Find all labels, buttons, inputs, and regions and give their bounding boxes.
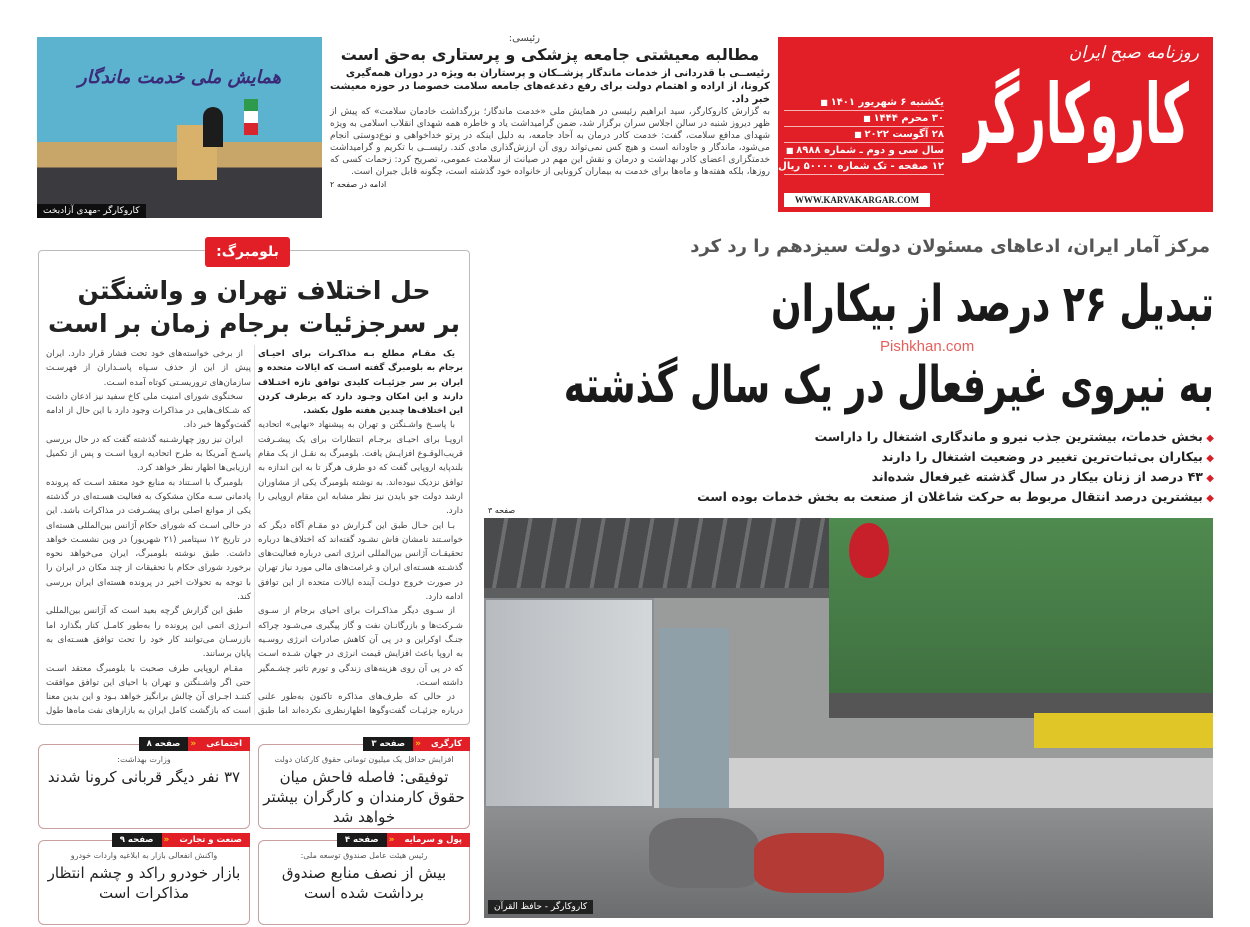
section-name: صنعت و تجارت (171, 833, 250, 847)
page-number: صفحه ۸ (139, 737, 189, 751)
fire-extinguisher (849, 523, 889, 578)
article-body: به گزارش کاروکارگر، سید ابراهیم رئیسی در همایش ملی «خدمت ماندگار؛ بزرگداشت خادمان سلامت» که پیش از ظهر دیروز شنبه در سالن اجلاس سران برگزار شد، ضمن گرامیداشت یاد و خاطره همه شهدای انقلاب اسلامی به ویژه شهدای مدافع سلامت، گفت: خدمت کادر درمان به آحاد جامعه، به دلیل اینکه در پرتو خداخواهی و نوع‌دوستی انجام می‌شود، ماندگار و جاودانه است و هیچ کس نمی‌تواند روی آن ارزش‌گذاری مادی کند. رئیســی با تکریم و گرامیداشت خدمتگزاری اعضای کادر بهداشت و درمان و نقش این مهم در صیانت از سلامت عمومی، تصریح کرد: زحمات کسی که روزها، بلکه هفته‌ها و ماه‌ها برای خدمت به بیماران کرونایی از خانواده خود گذشته است، چگونه قابل جبران است. (330, 107, 770, 177)
bullet-item: ◆ بیکاران بی‌ثبات‌ترین تغییر در وضعیت اشتغال را دارند (494, 448, 1214, 468)
section-name: کارگری (423, 737, 470, 751)
photo-caption: کاروکارگر - حافظ القرآن (488, 900, 593, 914)
bloomberg-title[interactable] (40, 274, 468, 340)
masthead-subtitle: روزنامه صبح ایران (1068, 43, 1199, 63)
main-kicker: مرکز آمار ایران، ادعاهای مسئولان دولت سیزدهم را رد کرد (690, 236, 1210, 257)
paragraph: در حالی که طرف‌های مذاکره تاکنون به‌طور علنی درباره جزئیـات گفت‌وگوها اظهارنظری نکرده‌اند اما طبق (258, 692, 463, 717)
main-bullets (494, 428, 1214, 508)
brief-subtitle: افزایش حداقل یک میلیون تومانی حقوق کارکنان دولت (274, 755, 454, 764)
website-link[interactable]: WWW.KARVAKARGAR.COM (784, 193, 930, 207)
article-column-right (258, 347, 463, 717)
paragraph: مقـام اروپایی طرف صحبت با بلومبرگ معتقد اسـت حتی اگر واشـنگتن و تهران با احیای این توافق موافقت کننـد اجـرای آن چالش برانگیز خواهد بـود و این بدین معنا است که بازگشت کامل ایران به بازارهای نفت ماه‌ها طول (46, 663, 251, 717)
yellow-guard (1034, 713, 1213, 748)
brief-box-labor[interactable] (258, 739, 470, 829)
page-reference[interactable]: صفحه ۳ (488, 506, 516, 515)
issue-date-persian: یکشنبه ۶ شهریور ۱۴۰۱ ■ (784, 95, 944, 111)
bullet-item: ◆ بیشترین درصد انتقال مربوط به حرکت شاغلان از صنعت به بخش خدمات بوده است (494, 488, 1214, 508)
bullet-item: ◆ بخش خدمات، بیشترین جذب نیرو و ماندگاری اشتغال را داراست (494, 428, 1214, 448)
issue-date-gregorian: ۲۸ آگوست ۲۰۲۲ ■ (784, 127, 944, 143)
paragraph: سخنگوی شورای امنیت ملی کاخ سفید نیز اذعان داشت که شـکاف‌هایی در مذاکرات وجود دارد با این حال از ادامه گفت‌وگوها خبر داد. (46, 391, 251, 431)
grey-glove (649, 818, 759, 888)
main-headline-line1[interactable]: تبدیل ۲۶ درصد از بیکاران (770, 276, 1214, 334)
page-number: صفحه ۴ (337, 833, 387, 847)
column-divider (254, 345, 255, 715)
chevron-icon: « (388, 835, 395, 845)
article-column-left (46, 347, 251, 717)
brief-box-social[interactable] (38, 739, 250, 829)
metal-panel (659, 628, 729, 808)
metal-panel (484, 598, 654, 808)
brief-subtitle: وزارت بهداشت: (117, 755, 171, 764)
section-tag (112, 833, 250, 847)
conference-photo (37, 37, 322, 218)
brief-title: بازار خودرو راکد و چشم انتظار مذاکرات است (47, 864, 241, 902)
page-number: صفحه ۳ (363, 737, 413, 751)
title-line: بر سرجزئیات برجام زمان بر است (47, 309, 461, 338)
red-glove (754, 833, 884, 893)
chevron-icon: « (163, 835, 170, 845)
section-tag (139, 737, 250, 751)
newspaper-logo: کاروکارگر (964, 65, 1189, 163)
watermark: Pishkhan.com (880, 338, 975, 355)
paragraph: ایران نیز روز چهارشـنبه گذشته گفت که در حال بررسی پاسـخ آمریکا به طرح اتحادیه اروپا اسـت و پس از تکمیل ارزیابی‌ها اظهار نظر خواهد کرد. (46, 434, 251, 474)
factory-photo (484, 518, 1213, 918)
brief-title: ۳۷ نفر دیگر قربانی کرونا شدند (47, 768, 241, 786)
photo-banner-text: همایش ملی خدمت ماندگار (78, 67, 281, 88)
raisi-article (330, 33, 770, 229)
paragraph: با پاسـخ واشـنگتن و تهران به پیشنهاد «نهایی» اتحادیه اروپـا برای احیـای برجـام انتظارات برای یک پیشـرفت قریب‌الوقـوع افزایـش یافت. بلومبرگ به نقـل از یک مقام بلندپایه اروپایی گفت که دو طرف هرگز تا به این اندازه به توافق نزدیک نبوده‌اند. به نوشته بلومبرگ یکی از مشاوران ارشد دولت جو بایدن نیز نظر مشابه این مقام اروپایی را دارد. (258, 420, 463, 517)
page-number: صفحه ۹ (112, 833, 162, 847)
paragraph: طبق این گزارش گرچه بعید است که آژانس بین‌المللی انـرژی اتمی این پرونده را به‌طور کامـل کنار بگذارد اما بازرسـان می‌توانند کار خود را تحت توافق هسـته‌ای به پایان برسانند. (46, 606, 251, 660)
section-tag (337, 833, 470, 847)
speaker-figure (203, 107, 223, 147)
brief-title: بیش از نصف منابع صندوق برداشت شده است (281, 864, 447, 902)
issue-price: ۱۲ صفحه - تک شماره ۵۰۰۰۰ ریال ■ (784, 159, 944, 175)
section-tag (363, 737, 470, 751)
issue-number: سال سی و دوم ـ شماره ۸۹۸۸ ■ (784, 143, 944, 159)
brief-subtitle: رئیس هیئت عامل صندوق توسعه ملی: (300, 851, 428, 860)
photo-caption: کاروکارگر -مهدی آزادبخت (37, 204, 146, 218)
brief-box-finance[interactable] (258, 835, 470, 925)
title-line: حل اختلاف تهران و واشنگتن (77, 276, 431, 305)
paragraph: بلومبرگ با اسـتناد به منابع خود معتقد اسـت که پرونده پادمانی سـه مکان مشکوک به فعالیت هسـته‌ای در گذشته یکی از موانع اصلی برای پیشـرفت در مذاکرات باشد. این در حالی اسـت که شورای حکام آژانس بین‌المللی هسته‌ای در تاریخ ۱۲ سپتامبر (۲۱ شهریور) در وین نشسـت خواهد داشت. طبق نوشته بلومبرگ، ایران می‌خواهد نحوه برخورد شورای حکام با تحقیقات از چند مکان در ایران را با توجه به تحولات اخیر در پرونده هسته‌ای ایران بررسی کند. (46, 477, 251, 603)
bullet-item: ◆ ۴۳ درصد از زنان بیکار در سال گذشته غیرفعال شده‌اند (494, 468, 1214, 488)
main-headline-line2[interactable]: به نیروی غیرفعال در یک سال گذشته (563, 357, 1214, 415)
section-name: اجتماعی (198, 737, 250, 751)
chevron-icon: « (415, 739, 421, 749)
flag-icon (244, 99, 258, 135)
paragraph: از برخی خواسته‌های خود تحت فشار قرار دارد. ایران پیش از این از حذف سـپاه پاسـداران از فهرسـت سازمان‌های تروریسـتی کوتاه آمده اسـت. (46, 349, 251, 388)
brief-title: توفیقی: فاصله فاحش میان حقوق کارمندان و کارگران بیشتر خواهد شد (263, 768, 465, 826)
brief-subtitle: واکنش انفعالی بازار به ابلاغیه واردات خودرو (70, 851, 218, 860)
article-lead: رئیســی با قدردانی از خدمات ماندگار پزشــکان و پرستاران به ویژه در دوران همه‌گیری کرونا، از اراده و اهتمام دولت برای رفع دغدغه‌های جامعه سلامت خصوصا در حوزه معیشت خبر داد. (330, 68, 770, 105)
paragraph: از سـوی دیگر مذاکـرات برای احیای برجام از سـوی شـرکت‌ها و بازرگانـان نفت و گاز پیگیری می‌شـود چراکه جنـگ اوکراین و در پی آن کاهش صادرات انرژی روسـیه به اروپا باعث افزایش قیمت انرژی در جهان شـده اسـت که در پی آن روی هزینه‌های زندگی و تورم تاثیر چشـمگیر داشته اسـت. (258, 606, 463, 688)
paragraph: بـا این حـال طبق این گـزارش دو مقـام آگاه دیگر که خواسـتند نامشان فاش نشـود گفته‌اند که اختلاف‌ها درباره تحقیقـات آژانس بین‌المللی انرژی اتمی درباره فعالیت‌های گذشـته هسـته‌ای ایران و غرامت‌های مالی مورد نیاز تهران در صورت خروج دولـت آینده ایالات متحده از این توافق ادامه دارد. (258, 520, 463, 603)
article-kicker: رئیسی: (508, 33, 540, 44)
continue-link[interactable]: ادامه در صفحه ۲ (330, 180, 387, 189)
source-label: بلومبرگ: (205, 237, 290, 267)
issue-info (778, 95, 944, 175)
paragraph: یک مقـام مطلع بـه مذاکـرات برای احیـای برجام به بلومبرگ گفته اسـت که ایالات متحده و ایران بر سر جزئیـات کلیدی توافق تازه اختـلاف دارند و این امکان وجـود دارد که برطرف کردن این اختلاف‌ها چندین هفته طول بکشد. (258, 349, 463, 417)
article-title[interactable]: مطالبه معیشتی جامعه پزشکی و پرستاری به‌حق است (340, 45, 760, 64)
issue-date-hijri: ۳۰ محرم ۱۴۴۴ ■ (784, 111, 944, 127)
chevron-icon: « (190, 739, 197, 749)
section-name: پول و سرمایه (396, 833, 470, 847)
masthead (778, 37, 1213, 212)
brief-box-industry[interactable] (38, 835, 250, 925)
